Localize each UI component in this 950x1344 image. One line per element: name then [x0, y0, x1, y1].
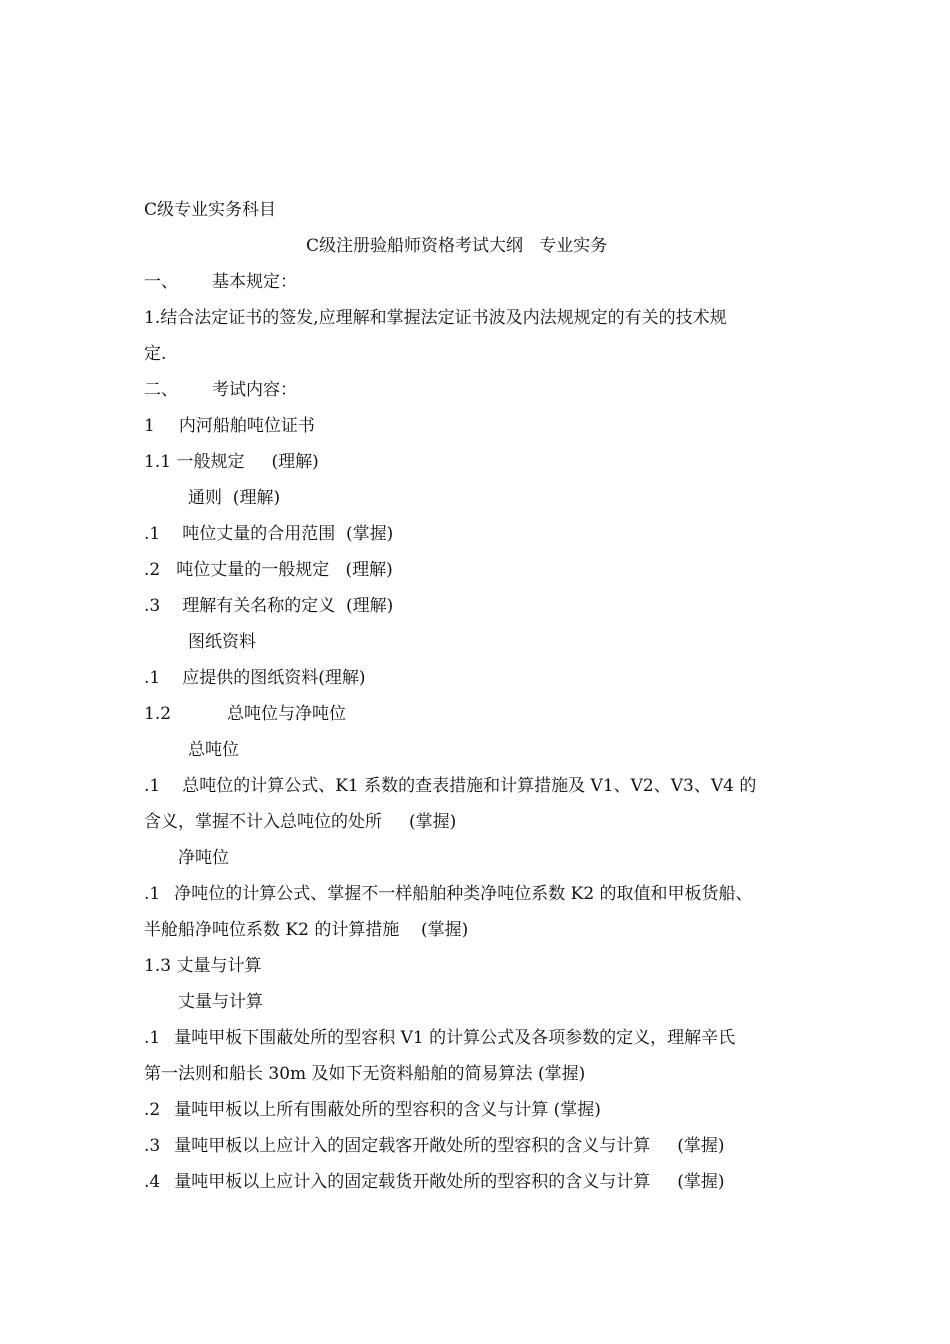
list-text: 量吨甲板以上所有围蔽处所的型容积的含义与计算 (掌握): [174, 1100, 601, 1120]
list-text: 应提供的图纸资料(理解): [182, 668, 366, 688]
document-title: C级注册验船师资格考试大纲 专业实务: [306, 236, 608, 256]
list-text: 总吨位的计算公式、K1 系数的查表措施和计算措施及 V1、V2、V3、V4 的: [182, 776, 757, 796]
list-number: .1: [144, 776, 161, 796]
sub-heading: 图纸资料: [188, 632, 256, 652]
list-item: [144, 596, 393, 616]
list-text: 吨位丈量的合用范围 (掌握): [182, 524, 394, 544]
item-number: 1: [144, 416, 155, 436]
list-item: [144, 668, 366, 688]
list-item: [144, 524, 393, 544]
list-item: [144, 1028, 735, 1048]
paragraph-line: 1.结合法定证书的签发,应理解和掌握法定证书波及内法规规定的有关的技术规: [144, 308, 727, 328]
list-continuation: 含义，掌握不计入总吨位的处所 (掌握): [144, 812, 457, 832]
sub-heading: 净吨位: [178, 848, 229, 868]
item-heading: [144, 416, 315, 436]
list-text: 量吨甲板下围蔽处所的型容积 V1 的计算公式及各项参数的定义，理解辛氏: [174, 1028, 736, 1048]
section-title: 基本规定：: [212, 272, 297, 292]
subitem-heading: 1.3 丈量与计算: [144, 956, 262, 976]
list-item: [144, 884, 753, 904]
list-item: [144, 776, 756, 796]
subject-heading: C级专业实务科目: [144, 200, 277, 220]
list-item: [144, 1136, 725, 1156]
list-number: .1: [144, 884, 161, 904]
subitem-heading: [144, 704, 346, 724]
list-number: .3: [144, 596, 161, 616]
section-number: 一、: [144, 272, 178, 292]
paragraph-line: 定.: [144, 344, 167, 364]
list-number: .3: [144, 1136, 161, 1156]
list-text: 净吨位的计算公式、掌握不一样船舶种类净吨位系数 K2 的取值和甲板货船、: [174, 884, 753, 904]
list-number: .1: [144, 1028, 161, 1048]
list-text: 吨位丈量的一般规定 (理解): [176, 560, 393, 580]
list-number: .2: [144, 560, 161, 580]
list-item: [144, 1100, 601, 1120]
sub-heading: 丈量与计算: [178, 992, 263, 1012]
section-title: 考试内容：: [212, 380, 297, 400]
item-title: 总吨位与净吨位: [227, 704, 347, 724]
item-title: 内河船舶吨位证书: [178, 416, 315, 436]
list-continuation: 半舱船净吨位系数 K2 的计算措施 (掌握): [144, 920, 469, 940]
list-text: 量吨甲板以上应计入的固定载货开敞处所的型容积的含义与计算 (掌握): [174, 1172, 725, 1192]
list-number: .4: [144, 1172, 161, 1192]
section-2-heading: [144, 380, 297, 400]
list-number: .1: [144, 524, 161, 544]
list-continuation: 第一法则和船长 30m 及如下无资料船舶的简易算法 (掌握): [144, 1064, 586, 1084]
item-number: 1.2: [144, 704, 172, 724]
list-text: 量吨甲板以上应计入的固定载客开敞处所的型容积的含义与计算 (掌握): [174, 1136, 725, 1156]
section-1-heading: [144, 272, 297, 292]
list-number: .1: [144, 668, 161, 688]
list-number: .2: [144, 1100, 161, 1120]
list-item: [144, 1172, 725, 1192]
list-item: [144, 560, 393, 580]
sub-heading: 总吨位: [188, 740, 239, 760]
sub-heading: 通则 (理解): [188, 488, 281, 508]
section-number: 二、: [144, 380, 178, 400]
list-text: 理解有关名称的定义 (理解): [182, 596, 394, 616]
subitem-heading: 1.1 一般规定 (理解): [144, 452, 319, 472]
